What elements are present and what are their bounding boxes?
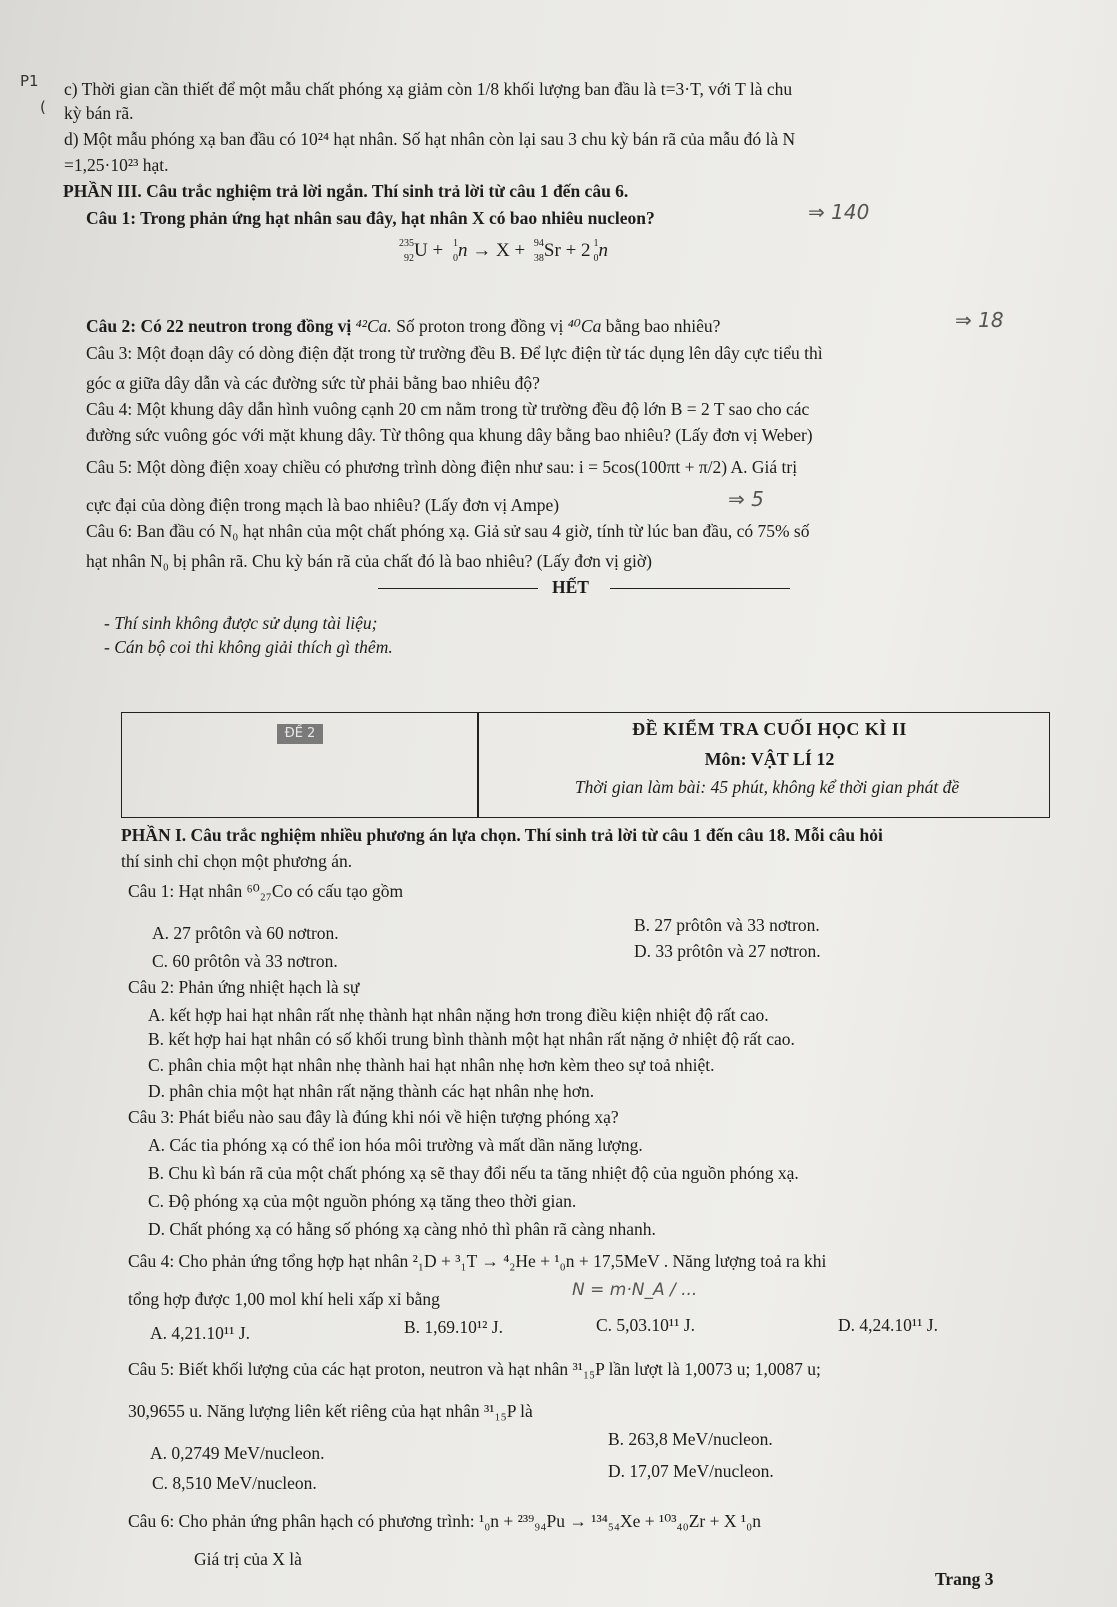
part1-q1-a: A. 27 prôtôn và 60 nơtron. <box>152 923 339 943</box>
part3-q6-line2: hạt nhân N₀ bị phân rã. Chu kỳ bán rã của chất đó là bao nhiêu? (Lấy đơn vị giờ) <box>86 551 652 571</box>
u235-nuclide: 235 92 <box>399 238 414 264</box>
part3-q4-line1: Câu 4: Một khung dây dẫn hình vuông cạnh 20 cm nằm trong từ trường đều độ lớn B = 2 T sao cho các <box>86 399 810 419</box>
part2-d-line1: d) Một mẫu phóng xạ ban đầu có 10²⁴ hạt nhân. Số hạt nhân còn lại sau 3 chu kỳ bán rã của mẫu đó là N <box>64 129 796 149</box>
part1-q3-d: D. Chất phóng xạ có hằng số phóng xạ càng nhỏ thì phân rã càng nhanh. <box>148 1219 656 1239</box>
part1-q4-line1: Câu 4: Cho phản ứng tổng hợp hạt nhân ²₁D + ³₁T → ⁴₂He + ¹₀n + 17,5MeV . Năng lượng toả ra khi <box>128 1251 827 1271</box>
part1-q5-line2: 30,9655 u. Năng lượng liên kết riêng của hạt nhân ³¹₁₅P là <box>128 1401 533 1421</box>
neutron-nuclide: 1 0 <box>452 238 458 264</box>
part1-q1-d: D. 33 prôtôn và 27 nơtron. <box>634 941 821 961</box>
part1-q2-c: C. phân chia một hạt nhân nhẹ thành hai hạt nhân nhẹ hơn kèm theo sự toả nhiệt. <box>148 1055 715 1075</box>
part1-q4-line2: tổng hợp được 1,00 mol khí heli xấp xỉ bằng <box>128 1289 440 1309</box>
part3-q1-equation: 235 92 U + 1 0 n → X + 94 38 Sr + 2 1 0 n <box>396 238 608 264</box>
part1-q5-line1: Câu 5: Biết khối lượng của các hạt proton, neutron và hạt nhân ³¹₁₅P lần lượt là 1,0073 u; 1,0087 u; <box>128 1359 821 1379</box>
end-divider-right <box>610 588 790 589</box>
part1-q2-d: D. phân chia một hạt nhân rất nặng thành các hạt nhân nhẹ hơn. <box>148 1081 595 1101</box>
margin-note-p1: P1 <box>20 72 39 90</box>
part1-q5-a: A. 0,2749 MeV/nucleon. <box>150 1443 325 1463</box>
part2-c-line1: c) Thời gian cần thiết để một mẫu chất phóng xạ giảm còn 1/8 khối lượng ban đầu là t=3·T, với T là chu <box>64 79 793 99</box>
part1-q3-a: A. Các tia phóng xạ có thể ion hóa môi trường và mất dần năng lượng. <box>148 1135 643 1155</box>
part1-q5-d: D. 17,07 MeV/nucleon. <box>608 1461 774 1481</box>
part1-q2-a: A. kết hợp hai hạt nhân rất nhẹ thành hạt nhân nặng hơn trong điều kiện nhiệt độ rất cao. <box>148 1005 769 1025</box>
part3-q2-handwritten-answer: ⇒ 18 <box>955 308 1004 332</box>
part3-q5-line1: Câu 5: Một dòng điện xoay chiều có phương trình dòng điện như sau: i = 5cos(100πt + π/2) A. Giá trị <box>86 457 798 477</box>
part1-q3: Câu 3: Phát biểu nào sau đây là đúng khi nói về hiện tượng phóng xạ? <box>128 1107 619 1127</box>
note-no-explanation: - Cán bộ coi thi không giải thích gì thêm. <box>104 637 393 657</box>
part1-q1: Câu 1: Hạt nhân ⁶⁰₂₇Co có cấu tạo gồm <box>128 881 404 901</box>
part1-q4-a: A. 4,21.10¹¹ J. <box>150 1323 250 1343</box>
part1-q4-b: B. 1,69.10¹² J. <box>404 1317 503 1337</box>
part1-q3-b: B. Chu kì bán rã của một chất phóng xạ sẽ thay đổi nếu ta tăng nhiệt độ của nguồn phóng xạ. <box>148 1163 799 1183</box>
note-no-materials: - Thí sinh không được sử dụng tài liệu; <box>104 613 378 633</box>
part1-q4-handwritten-note: N = m·N_A / ... <box>572 1280 698 1300</box>
part1-q4-c: C. 5,03.10¹¹ J. <box>596 1315 695 1335</box>
part1-q3-c: C. Độ phóng xạ của một nguồn phóng xạ tăng theo thời gian. <box>148 1191 577 1211</box>
part1-q1-c: C. 60 prôtôn và 33 nơtron. <box>152 951 338 971</box>
exam-code-badge: ĐỀ 2 <box>277 724 323 744</box>
end-divider-left <box>378 588 538 589</box>
exam-header-box <box>121 712 1050 818</box>
part1-q2: Câu 2: Phản ứng nhiệt hạch là sự <box>128 977 360 997</box>
part1-heading-line1: PHẦN I. Câu trắc nghiệm nhiều phương án lựa chọn. Thí sinh trả lời từ câu 1 đến câu 18. Mỗi câu hỏi <box>121 825 883 845</box>
part3-q1-handwritten-answer: ⇒ 140 <box>808 200 870 224</box>
exam-subject: Môn: VẬT LÍ 12 <box>704 749 835 769</box>
exam-time: Thời gian làm bài: 45 phút, không kể thời gian phát đề <box>574 777 960 797</box>
part1-q4-d: D. 4,24.10¹¹ J. <box>838 1315 938 1335</box>
header-separator <box>477 713 479 817</box>
part3-q1-text: Câu 1: Trong phản ứng hạt nhân sau đây, hạt nhân X có bao nhiêu nucleon? <box>86 208 655 228</box>
end-marker: HẾT <box>552 577 589 597</box>
exam-title: ĐỀ KIỂM TRA CUỐI HỌC KÌ II <box>632 719 907 739</box>
part3-q3-line2: góc α giữa dây dẫn và các đường sức từ phải bằng bao nhiêu độ? <box>86 373 540 393</box>
part1-heading-line2: thí sinh chỉ chọn một phương án. <box>121 851 353 871</box>
part1-q5-b: B. 263,8 MeV/nucleon. <box>608 1429 773 1449</box>
part1-q6-sub: Giá trị của X là <box>194 1549 302 1569</box>
margin-note-bracket: ( <box>40 98 46 116</box>
part3-q3-line1: Câu 3: Một đoạn dây có dòng điện đặt trong từ trường đều B. Để lực điện từ tác dụng lên dây cực tiểu thì <box>86 343 823 363</box>
part3-q5-handwritten-answer: ⇒ 5 <box>728 487 764 511</box>
part1-q5-c: C. 8,510 MeV/nucleon. <box>152 1473 317 1493</box>
part3-q1 <box>86 207 655 229</box>
part3-q2: Câu 2: Có 22 neutron trong đồng vị ⁴²Ca. Số proton trong đồng vị ⁴⁰Ca bằng bao nhiêu? <box>86 316 721 336</box>
part1-q2-b: B. kết hợp hai hạt nhân có số khối trung bình thành một hạt nhân rất nặng ở nhiệt độ rất cao. <box>148 1029 795 1049</box>
part2-c-line2: kỳ bán rã. <box>64 103 134 123</box>
part3-heading: PHẦN III. Câu trắc nghiệm trả lời ngắn. Thí sinh trả lời từ câu 1 đến câu 6. <box>63 181 629 201</box>
part2-d-line2: =1,25·10²³ hạt. <box>64 155 169 175</box>
neutron-nuclide-2: 1 0 <box>593 238 599 264</box>
page-number: Trang 3 <box>935 1569 994 1589</box>
part1-q6: Câu 6: Cho phản ứng phân hạch có phương trình: ¹₀n + ²³⁹₉₄Pu → ¹³⁴₅₄Xe + ¹⁰³₄₀Zr + X ¹₀n <box>128 1511 761 1531</box>
part3-q5-line2: cực đại của dòng điện trong mạch là bao nhiêu? (Lấy đơn vị Ampe) <box>86 495 560 515</box>
part3-q6-line1: Câu 6: Ban đầu có N₀ hạt nhân của một chất phóng xạ. Giả sử sau 4 giờ, tính từ lúc ban đầu, có 75% số <box>86 521 810 541</box>
part1-q1-b: B. 27 prôtôn và 33 nơtron. <box>634 915 820 935</box>
sr94-nuclide: 94 38 <box>533 238 544 264</box>
part3-q4-line2: đường sức vuông góc với mặt khung dây. Từ thông qua khung dây bằng bao nhiêu? (Lấy đơn vị Weber) <box>86 425 813 445</box>
